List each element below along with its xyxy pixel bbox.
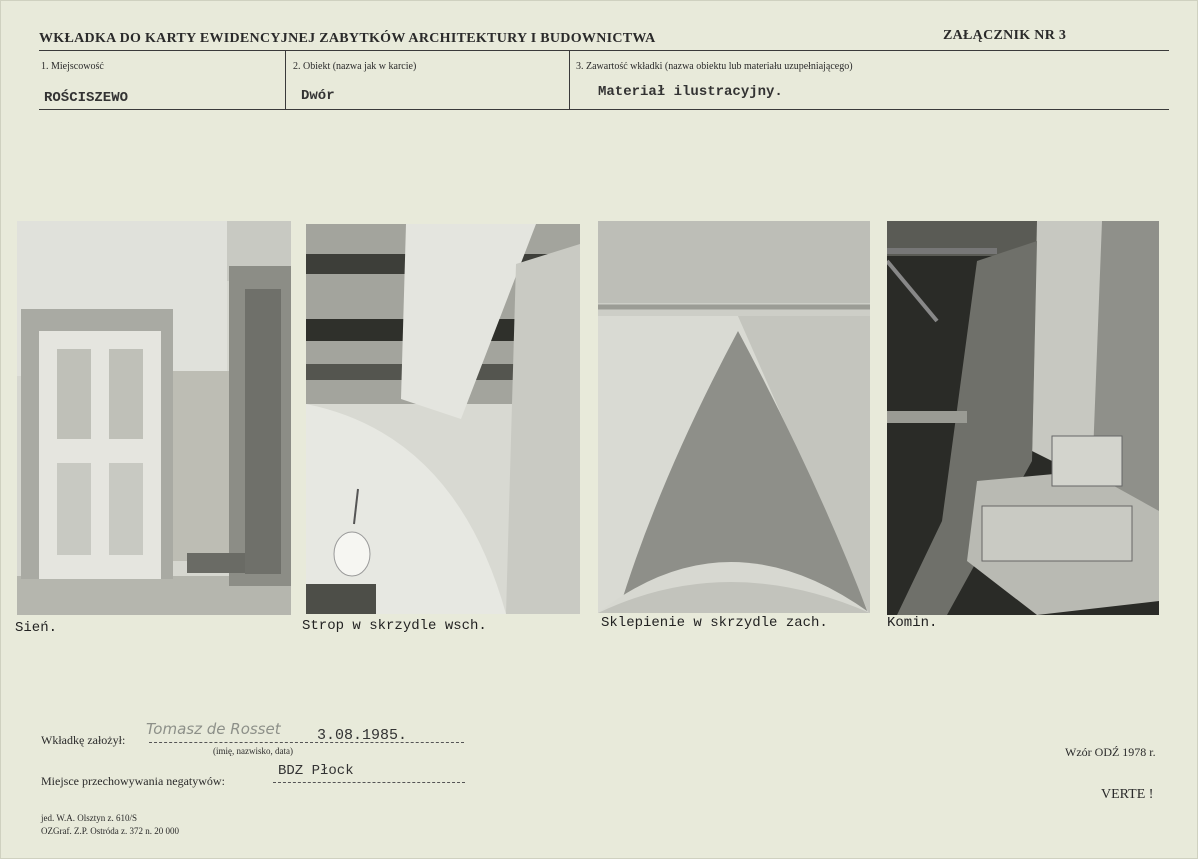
caption-vault: Sklepienie w skrzydle zach.: [601, 615, 828, 631]
negatives-label: Miejsce przechowywania negatywów:: [41, 774, 225, 788]
caption-hall: Sień.: [15, 620, 58, 636]
negatives-value: BDZ Płock: [278, 763, 354, 779]
print-info-1: jed. W.A. Olsztyn z. 610/S: [41, 813, 137, 823]
header-rule: [39, 50, 1169, 51]
verte-label: VERTE !: [1101, 787, 1154, 802]
chimney-image: [887, 221, 1159, 615]
founded-date: 3.08.1985.: [317, 727, 408, 744]
ceiling-image: [306, 224, 580, 614]
photo-hall: [17, 221, 291, 615]
photo-ceiling: [306, 224, 580, 614]
fields-rule: [39, 109, 1169, 110]
caption-ceiling: Strop w skrzydle wsch.: [302, 618, 487, 634]
pattern-label: Wzór ODŹ 1978 r.: [1065, 745, 1156, 759]
object-value: Dwór: [301, 88, 335, 104]
object-label: 2. Obiekt (nazwa jak w karcie): [293, 61, 417, 72]
content-label: 3. Zawartość wkładki (nazwa obiektu lub materiału uzupełniającego): [576, 61, 853, 72]
founded-sublabel: (imię, nazwisko, data): [213, 746, 293, 756]
content-value: Materiał ilustracyjny.: [598, 84, 783, 100]
locality-label: 1. Miejscowość: [41, 61, 104, 72]
field-divider-2: [569, 51, 570, 109]
field-divider-1: [285, 51, 286, 109]
founded-signature: Tomasz de Rosset: [146, 720, 281, 738]
vault-image: [598, 221, 870, 613]
caption-chimney: Komin.: [887, 615, 938, 631]
print-info-2: OZGraf. Z.P. Ostróda z. 372 n. 20 000: [41, 826, 179, 836]
card-title: WKŁADKA DO KARTY EWIDENCYJNEJ ZABYTKÓW ARCHITEKTURY I BUDOWNICTWA: [39, 31, 656, 46]
photo-chimney: [887, 221, 1159, 615]
annex-number: ZAŁĄCZNIK NR 3: [943, 28, 1067, 43]
photo-vault: [598, 221, 870, 613]
founded-label: Wkładkę założył:: [41, 733, 126, 747]
negatives-line: [273, 782, 465, 783]
locality-value: ROŚCISZEWO: [44, 90, 129, 106]
hall-image: [17, 221, 291, 615]
founded-line: [149, 742, 464, 743]
